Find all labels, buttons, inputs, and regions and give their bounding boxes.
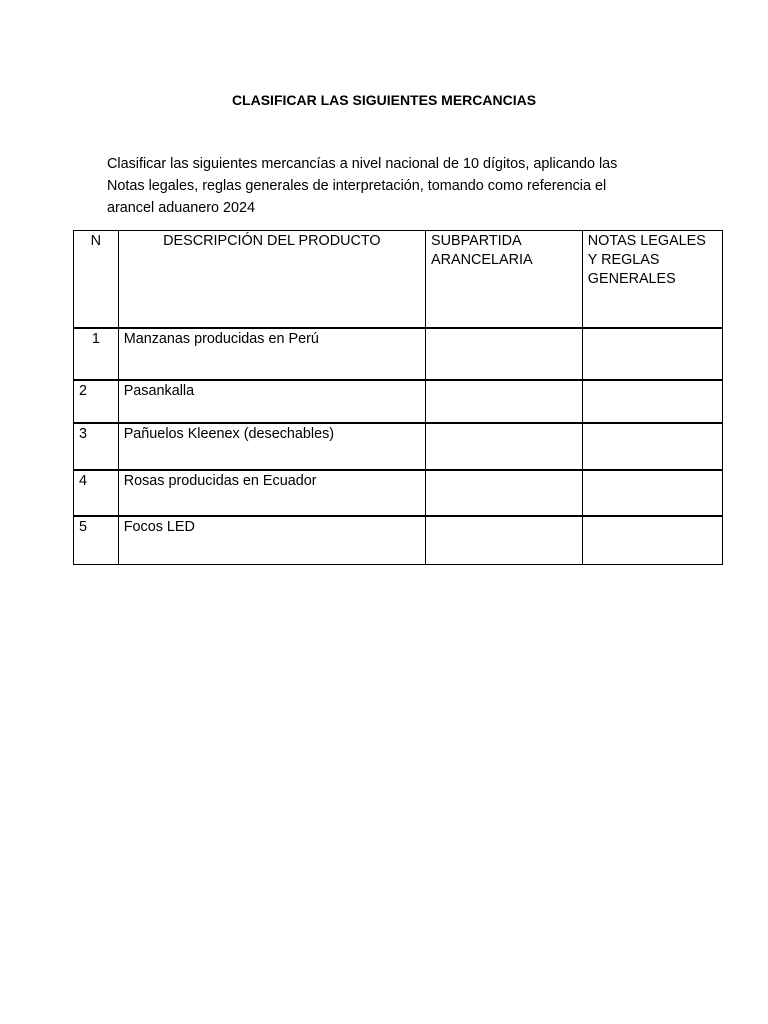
row-number: 5	[74, 516, 119, 565]
classification-table	[73, 230, 723, 565]
row-subheading-cell[interactable]	[426, 516, 583, 565]
row-number: 1	[74, 328, 119, 380]
row-number: 4	[74, 470, 119, 516]
page-title: CLASIFICAR LAS SIGUIENTES MERCANCIAS	[231, 92, 537, 108]
row-description: Pañuelos Kleenex (desechables)	[118, 423, 425, 470]
row-description: Focos LED	[118, 516, 425, 565]
row-notes-cell[interactable]	[582, 380, 722, 423]
table-row	[74, 328, 723, 380]
header-n: N	[74, 231, 119, 328]
row-subheading-cell[interactable]	[426, 423, 583, 470]
header-description: DESCRIPCIÓN DEL PRODUCTO	[118, 231, 425, 328]
table-row	[74, 380, 723, 423]
row-number: 3	[74, 423, 119, 470]
row-description: Rosas producidas en Ecuador	[118, 470, 425, 516]
instructions-line: Clasificar las siguientes mercancías a nivel nacional de 10 dígitos, aplicando las	[107, 156, 618, 172]
table-header-row	[74, 231, 723, 328]
row-notes-cell[interactable]	[582, 516, 722, 565]
instructions-paragraph	[107, 153, 687, 219]
row-notes-cell[interactable]	[582, 423, 722, 470]
instructions-line: arancel aduanero 2024	[107, 200, 256, 216]
row-subheading-cell[interactable]	[426, 470, 583, 516]
table-row	[74, 470, 723, 516]
row-notes-cell[interactable]	[582, 470, 722, 516]
header-notes: NOTAS LEGALES Y REGLAS GENERALES	[582, 231, 722, 328]
row-notes-cell[interactable]	[582, 328, 722, 380]
header-subheading: SUBPARTIDA ARANCELARIA	[426, 231, 583, 328]
row-subheading-cell[interactable]	[426, 380, 583, 423]
row-subheading-cell[interactable]	[426, 328, 583, 380]
table-row	[74, 423, 723, 470]
row-description: Pasankalla	[118, 380, 425, 423]
table-row	[74, 516, 723, 565]
instructions-line: Notas legales, reglas generales de interpretación, tomando como referencia el	[107, 178, 607, 194]
row-description: Manzanas producidas en Perú	[118, 328, 425, 380]
row-number: 2	[74, 380, 119, 423]
